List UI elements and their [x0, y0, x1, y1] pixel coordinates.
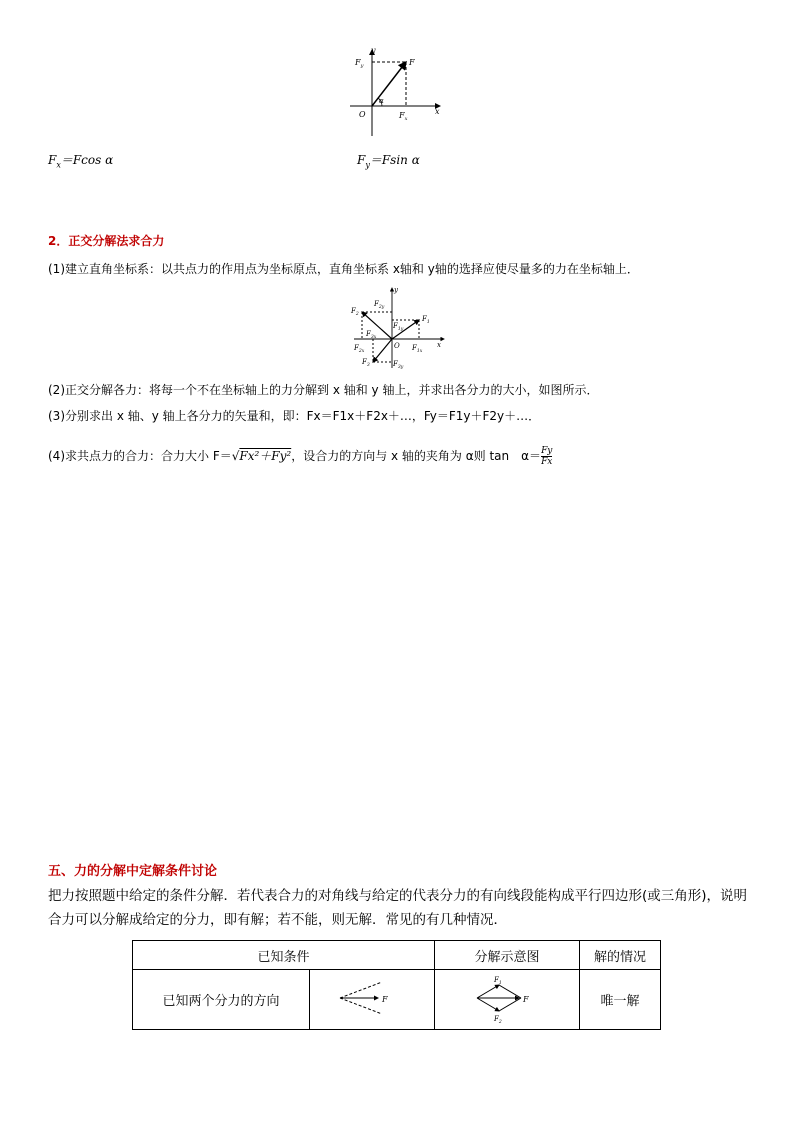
- parallelogram-diagram: [467, 972, 547, 1024]
- fy-formula: $F_y=Fsin$ α: [357, 153, 420, 170]
- parallelogram-side: [499, 985, 521, 998]
- given-directions-diagram: [332, 978, 412, 1018]
- F-label: F: [523, 994, 529, 1004]
- x-label: x: [435, 107, 440, 116]
- F1-label: $F_1$: [422, 315, 430, 325]
- F2-label: $F_2$: [494, 1014, 502, 1024]
- given-directions-cell: [310, 970, 435, 1030]
- F3-vector: [373, 339, 392, 362]
- diagram-cell: [435, 970, 580, 1030]
- F-label: F: [409, 58, 415, 67]
- Fy-label: $F_y$: [355, 58, 364, 69]
- F2x-label: $F_{2x}$: [354, 344, 365, 354]
- x-label: x: [437, 341, 441, 349]
- step-3-text: (3)分别求出 x 轴、y 轴上各分力的矢量和，即：Fx＝F1x＋F2x＋…，Fy＝F1y＋F2y＋…．: [48, 409, 541, 423]
- parallelogram-side: [499, 998, 521, 1011]
- Fx-label: $F_x$: [399, 111, 408, 122]
- F1x-label: $F_{1x}$: [412, 344, 423, 354]
- F3x-label: $F_{3x}$: [366, 330, 377, 340]
- direction-line-upper: [340, 982, 382, 998]
- step-2-text: (2)正交分解各力：将每一个不在坐标轴上的力分解到 x 轴和 y 轴上，并求出各分力的大小，如图所示．: [48, 383, 599, 397]
- table-header-row: [133, 941, 661, 970]
- y-label: y: [394, 286, 398, 294]
- origin-label: O: [359, 110, 366, 119]
- step-1-text: (1)建立直角坐标系：以共点力的作用点为坐标原点，直角坐标系 x轴和 y轴的选择应使尽量多的力在坐标轴上．: [48, 262, 639, 276]
- decomposition-conditions-table: [132, 940, 661, 1030]
- table-row: [133, 970, 661, 1030]
- header-diagram: 分解示意图: [435, 941, 580, 970]
- F2-vector: [477, 998, 499, 1011]
- F2y-label: $F_{2y}$: [374, 300, 385, 310]
- condition-cell: 已知两个分力的方向: [133, 970, 310, 1030]
- step-4-text: (4)求共点力的合力：合力大小 F＝√Fx²＋Fy²，设合力的方向与 x 轴的夹角为 α则 tan α＝ $\frac{Fy}{Fx}$: [48, 446, 553, 467]
- section-2-heading: 2．正交分解法求合力: [48, 234, 165, 248]
- F1-label: $F_1$: [494, 975, 502, 986]
- section-5-heading: 五、力的分解中定解条件讨论: [48, 864, 218, 879]
- fx-formula: $F_x=Fcos$ α: [48, 153, 114, 170]
- origin-label: O: [394, 342, 400, 350]
- F-label: F: [382, 994, 388, 1004]
- alpha-label: α: [379, 97, 384, 105]
- force-F-vector: [372, 62, 406, 106]
- F2-label: $F_2$: [351, 307, 359, 317]
- force-decomposition-figure: [345, 44, 455, 138]
- multi-force-decomposition-figure: [346, 284, 448, 370]
- header-solution: 解的情况: [580, 941, 661, 970]
- section-5-paragraph: 把力按照题中给定的条件分解．若代表合力的对角线与给定的代表分力的有向线段能构成平行四边形(或三角形)，说明合力可以分解成给定的分力，即有解；若不能，则无解．常见的有几种情况．: [48, 888, 748, 928]
- F3-label: $F_3$: [362, 358, 370, 368]
- direction-line-lower: [340, 998, 382, 1014]
- F1y-label: $F_{1y}$: [393, 322, 404, 332]
- result-cell: 唯一解: [580, 970, 661, 1030]
- y-label: y: [371, 46, 376, 55]
- F1-vector: [477, 985, 499, 998]
- header-known-condition: 已知条件: [133, 941, 435, 970]
- F3y-label: $F_{3y}$: [393, 360, 404, 370]
